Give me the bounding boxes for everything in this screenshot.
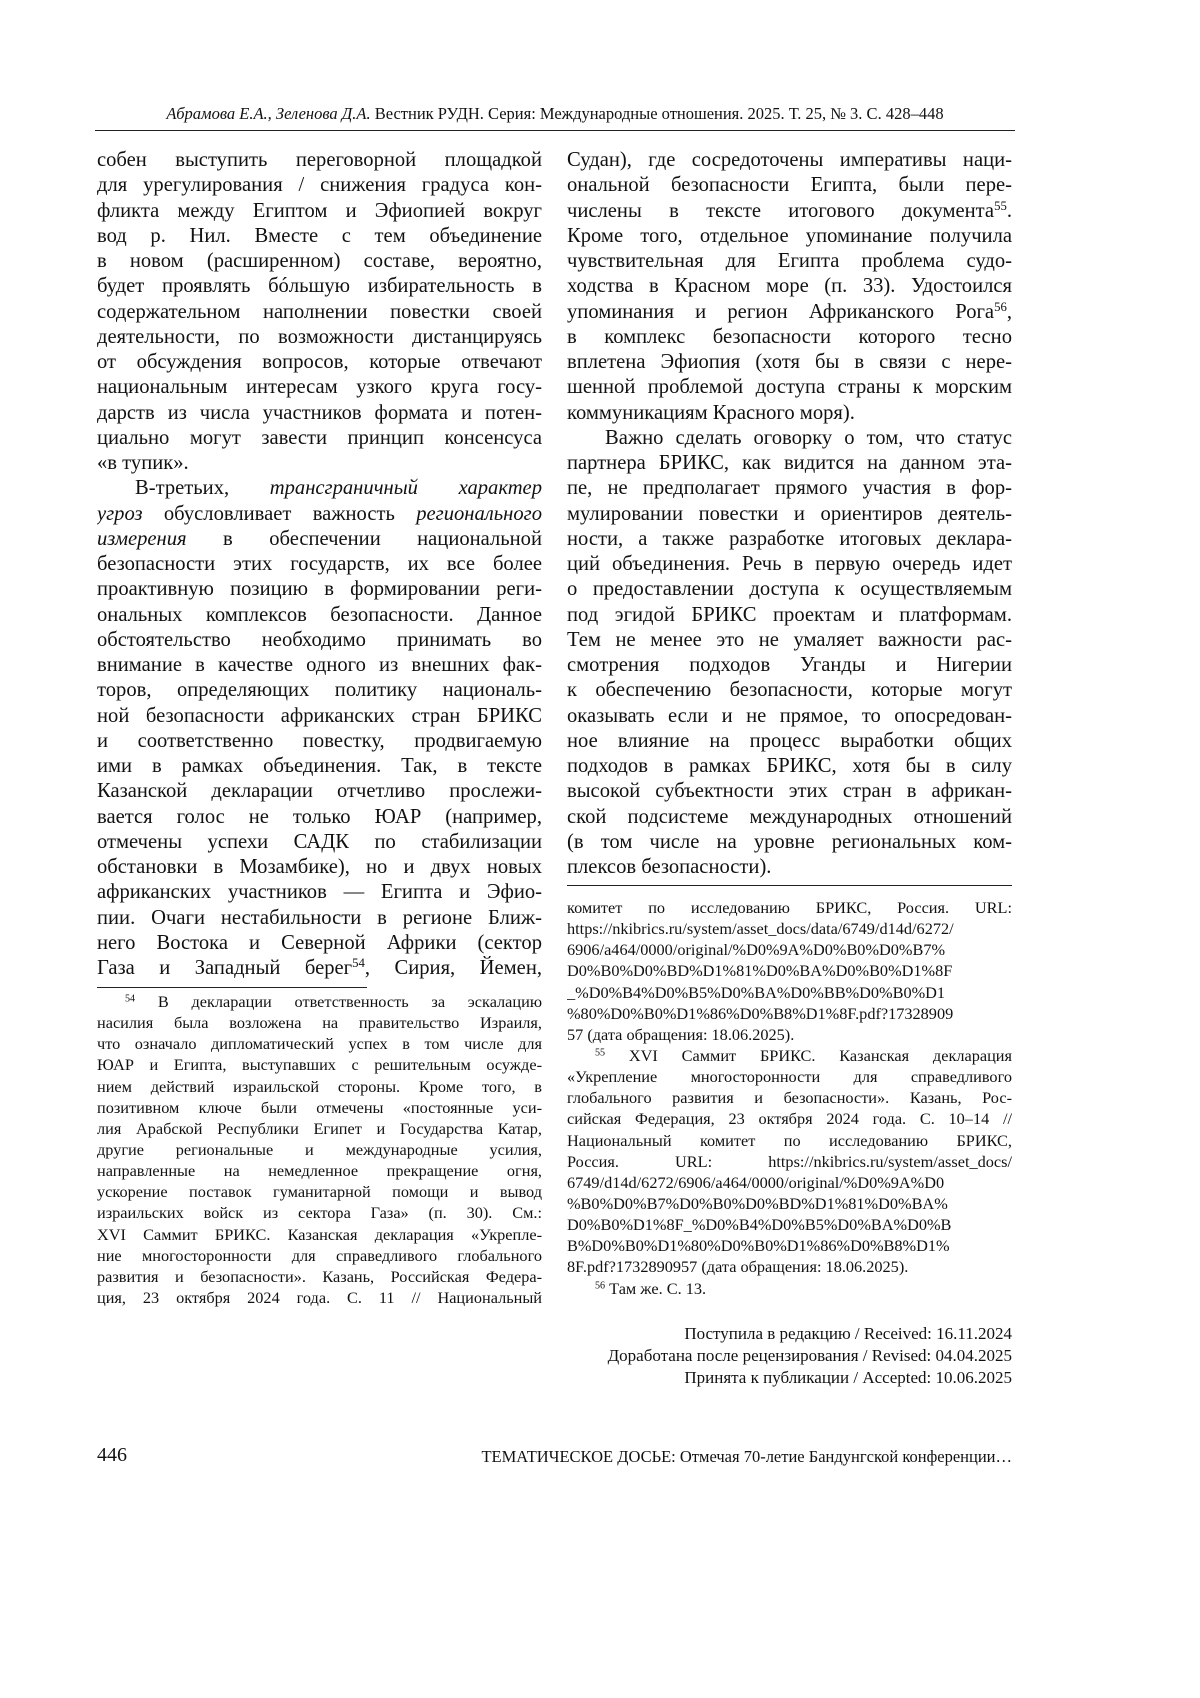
paragraph [97,991,542,1308]
text-line [567,224,1012,249]
text: содержательном наполнении повестки своей [97,301,542,323]
text-line [97,830,542,855]
text-line [567,1151,1012,1172]
text-line [567,1172,1012,1193]
text-line [97,148,542,173]
text: обстоятельство необходимо принимать во [97,629,542,651]
text-line [567,1193,1012,1214]
text-line [97,224,542,249]
text: D0%B0%D1%8F_%D0%B4%D0%B5%D0%BA%D0%B [567,1215,951,1234]
text: плексов безопасности). [567,856,771,878]
text: XVI Саммит БРИКС. Казанская декларация «Укрепле- [97,1225,542,1244]
text: чувствительная для Египта проблема судо- [567,250,1012,272]
text: подходов в рамках БРИКС, хотя бы в силу [567,755,1012,777]
text: развития и безопасности». Казань, Российская Федера- [97,1267,542,1286]
text: , [1007,301,1012,323]
text: . [1007,200,1012,222]
text: направленные на немедленное прекращение огня, [97,1161,542,1180]
text: «Укрепление многосторонности для справедливого [567,1067,1012,1086]
footnote-ref: 54 [352,956,365,970]
text: %80%D0%B0%D1%86%D0%B8%D1%8F.pdf?17328909 [567,1004,953,1023]
text-line [567,729,1012,754]
text-line [97,1097,542,1118]
text-line [567,300,1012,325]
text-line [567,199,1012,224]
text-line [97,991,542,1012]
text-line [567,1066,1012,1087]
text: вплетена Эфиопия (хотя бы в связи с нере- [567,351,1012,373]
text: глобального развития и безопасности». Казань, Рос- [567,1088,1012,1107]
text-line [567,897,1012,918]
text-line [567,939,1012,960]
text: другие региональные и международные усилия, [97,1140,542,1159]
text-line [97,931,542,956]
text: ускорение поставок гуманитарной помощи и вывод [97,1182,542,1201]
text-line [97,173,542,198]
text: _%D0%B4%D0%B5%D0%BA%D0%BB%D0%B0%D1 [567,983,945,1002]
text: Важно сделать оговорку о том, что статус [605,427,1012,449]
text: ональной безопасности Египта, были пере- [567,174,1012,196]
text-line [567,960,1012,981]
text-line [567,375,1012,400]
text-line [97,1012,542,1033]
text-line [567,805,1012,830]
text: обусловливает важность [143,503,417,525]
date-revised: Доработана после рецензирования / Revised: 04.04.2025 [567,1345,1012,1367]
text: Газа и Западный берег [97,957,352,979]
text: партнера БРИКС, как видится на данном эта- [567,452,1012,474]
text-line [97,577,542,602]
text: израильских войск из сектора Газа» (п. 30). См.: [97,1203,542,1222]
text-line [567,426,1012,451]
text: собен выступить переговорной площадкой [97,149,542,171]
text-line [97,401,542,426]
text: нием действий израильской стороны. Кроме того, в [97,1077,542,1096]
text-line [567,552,1012,577]
text-line [567,678,1012,703]
text-line [97,628,542,653]
text: 8F.pdf?1732890957 (дата обращения: 18.06.2025). [567,1257,908,1276]
text: него Востока и Северной Африки (сектор [97,932,542,954]
page-number: 446 [97,1444,127,1467]
text: что означало дипломатический успех в том числе для [97,1034,542,1053]
text: в новом (расширенном) составе, вероятно, [97,250,542,272]
text-line [97,678,542,703]
text: позитивном ключе были отмечены «постоянные уси- [97,1098,542,1117]
text: деятельности, по возможности дистанцируясь [97,326,542,348]
text: Судан), где сосредоточены императивы наци- [567,149,1012,171]
text: D0%B0%D0%BD%D1%81%D0%BA%D0%B0%D1%8F [567,961,952,980]
text-line [97,1266,542,1287]
text: (в том числе на уровне региональных ком- [567,831,1012,853]
text-line [97,274,542,299]
text: лия Арабской Республики Египет и Государства Катар, [97,1119,542,1138]
text: под эгидой БРИКС проектам и платформам. [567,604,1012,626]
footnote-ref: 56 [994,300,1007,314]
text-line [97,1054,542,1075]
text: в обеспечении национальной [187,528,542,550]
text-line [97,1076,542,1097]
footnotes-left [97,991,542,1308]
text: Кроме того, отдельное упоминание получила [567,225,1012,247]
text: ние многосторонности для справедливого глобального [97,1246,542,1265]
text-line [97,451,542,476]
text-line [567,918,1012,939]
text: %B0%D0%B7%D0%B0%D0%BD%D1%81%D0%BA% [567,1194,948,1213]
text: комитет по исследованию БРИКС, Россия. URL: [567,898,1012,917]
text: сийская Федерация, 23 октября 2024 года. С. 10–14 // [567,1109,1012,1128]
paragraph [97,476,542,981]
text-line [567,704,1012,729]
text-line [97,1160,542,1181]
text-line [567,1256,1012,1277]
text-line [97,1033,542,1054]
text: в комплекс безопасности которого тесно [567,326,1012,348]
text-line [567,350,1012,375]
text: коммуникациям Красного моря). [567,402,855,424]
text-line [97,855,542,880]
text-line [97,1181,542,1202]
text: обстановки в Мозамбике), но и двух новых [97,856,542,878]
header-journal: Вестник РУДН. Серия: Международные отношения. 2025. Т. 25, № 3. С. 428–448 [371,104,944,123]
text-line [567,1024,1012,1045]
text: вается голос не только ЮАР (например, [97,806,542,828]
text-line [567,401,1012,426]
running-header [95,104,1015,124]
text-line [97,1287,542,1308]
text: к обеспечению безопасности, которые могут [567,679,1012,701]
text: от обсуждения вопросов, которые отвечают [97,351,542,373]
date-accepted: Принята к публикации / Accepted: 10.06.2025 [567,1367,1012,1389]
text-line [567,274,1012,299]
text-line [567,148,1012,173]
text-line [567,1235,1012,1256]
text-line [97,476,542,501]
text-line [567,982,1012,1003]
text-line [97,906,542,931]
text: пе, не предполагает прямого участия в фор- [567,477,1012,499]
text-line [567,249,1012,274]
section-title: ТЕМАТИЧЕСКОЕ ДОСЬЕ: Отмечая 70-летие Бандунгской конференции… [481,1447,1012,1467]
footnote-ref: 54 [125,993,135,1004]
text-line [567,1214,1012,1235]
text-line [97,1118,542,1139]
header-authors: Абрамова Е.А., Зеленова Д.А. [166,104,370,123]
text: ской подсистеме международных отношений [567,806,1012,828]
text-line [97,1224,542,1245]
text-line [97,880,542,905]
text-line [567,628,1012,653]
date-received: Поступила в редакцию / Received: 16.11.2024 [567,1323,1012,1345]
text-line [567,1108,1012,1129]
text-line [97,199,542,224]
text-line [567,451,1012,476]
text: Тем не менее это не умаляет важности рас- [567,629,1012,651]
text-line [97,704,542,729]
text: отмечены успехи САДК по стабилизации [97,831,542,853]
text: Национальный комитет по исследованию БРИКС, [567,1131,1012,1150]
text: ной безопасности африканских стран БРИКС [97,705,542,727]
text-line [97,426,542,451]
paragraph [567,897,1012,1045]
header-rule [95,130,1015,131]
paragraph [567,1045,1012,1278]
footnote-ref: 55 [994,199,1007,213]
text-line [567,779,1012,804]
footnote-ref: 55 [595,1047,605,1058]
text: фликта между Египтом и Эфиопией вокруг [97,200,542,222]
text: внимание в качестве одного из внешних фак- [97,654,542,676]
text-line [97,300,542,325]
text-line [567,502,1012,527]
right-column [567,148,1012,880]
text-line [97,653,542,678]
text: B%D0%B0%D1%80%D0%B0%D1%86%D0%B8%D1% [567,1236,950,1255]
text-line [97,249,542,274]
text: циально могут завести принцип консенсуса [97,427,542,449]
text-line [97,552,542,577]
text: Россия. URL: https://nkibrics.ru/system/asset_docs/ [567,1152,1012,1171]
text-line [97,729,542,754]
text-line [567,603,1012,628]
text: ности, а также разработке итоговых деклара- [567,528,1012,550]
text: упоминания и регион Африканского Рога [567,301,994,323]
text: Казанской декларации отчетливо прослежи- [97,780,542,802]
text-line [567,1045,1012,1066]
text: 6749/d14d/6272/6906/a464/0000/original/%D0%9A%D0 [567,1173,944,1192]
text-line [97,527,542,552]
text: ЮАР и Египта, выступавших с решительным осужде- [97,1055,542,1074]
text: ция, 23 октября 2024 года. С. 11 // Национальный [97,1288,542,1307]
text-line [567,1087,1012,1108]
text: Там же. С. 13. [605,1279,706,1298]
text: https://nkibrics.ru/system/asset_docs/data/6749/d14d/6272/ [567,919,954,938]
footnote-ref: 56 [595,1280,605,1291]
text-line [567,173,1012,198]
footnote-rule-right [567,885,1012,886]
italic-text: измерения [97,528,187,550]
text: о предоставлении доступа к осуществляемым [567,578,1012,600]
text-line [97,325,542,350]
text-line [567,476,1012,501]
paragraph [567,426,1012,881]
text: безопасности этих государств, их все более [97,553,542,575]
text: 6906/a464/0000/original/%D0%9A%D0%B0%D0%B7% [567,940,945,959]
text-line [567,1130,1012,1151]
left-column [97,148,542,981]
text-line [97,754,542,779]
text-line [567,855,1012,880]
text: ходства в Красном море (п. 33). Удостоился [567,275,1012,297]
text: национальным интересам узкого круга госу- [97,376,542,398]
text: насилия была возложена на правительство Израиля, [97,1013,542,1032]
italic-text: трансграничный характер [270,477,542,499]
text-line [97,1245,542,1266]
text-line [567,1003,1012,1024]
text: смотрения подходов Уганды и Нигерии [567,654,1012,676]
text: и соответственно повестку, продвигаемую [97,730,542,752]
text-line [567,830,1012,855]
text: африканских участников — Египта и Эфио- [97,881,542,903]
text: XVI Саммит БРИКС. Казанская декларация [605,1046,1012,1065]
text-line [97,350,542,375]
footnotes-right [567,897,1012,1299]
text: оказывать если и не прямое, то опосредован- [567,705,1012,727]
text: ональных комплексов безопасности. Данное [97,604,542,626]
italic-text: регионального [416,503,542,525]
text-line [97,1139,542,1160]
text: торов, определяющих политику националь- [97,679,542,701]
text: мулировании повестки и ориентиров деятель- [567,503,1012,525]
text-line [97,779,542,804]
text-line [97,1202,542,1223]
footnote-rule-left [97,987,367,988]
text: , Сирия, Йемен, [365,957,542,979]
article-dates [567,1323,1012,1389]
text: будет проявлять бóльшую избирательность в [97,275,542,297]
paragraph [567,148,1012,426]
italic-text: угроз [97,503,143,525]
text-line [97,956,542,981]
text: ими в рамках объединения. Так, в тексте [97,755,542,777]
paragraph [567,1278,1012,1299]
text: высокой субъектности этих стран в африкан- [567,780,1012,802]
text: числены в тексте итогового документа [567,200,994,222]
text-line [567,325,1012,350]
text-line [567,754,1012,779]
text-line [567,577,1012,602]
text-line [97,603,542,628]
text: В-третьих, [135,477,270,499]
text: ное влияние на процесс выработки общих [567,730,1012,752]
text: «в тупик». [97,452,189,474]
text: вод р. Нил. Вместе с тем объединение [97,225,542,247]
text-line [97,502,542,527]
text: В декларации ответственность за эскалацию [135,992,542,1011]
text: шенной проблемой доступа страны к морским [567,376,1012,398]
text: 57 (дата обращения: 18.06.2025). [567,1025,794,1044]
text-line [567,653,1012,678]
text-line [567,1278,1012,1299]
text-line [567,527,1012,552]
text-line [97,375,542,400]
text: ций объединения. Речь в первую очередь идет [567,553,1012,575]
text: для урегулирования / снижения градуса кон- [97,174,542,196]
paragraph [97,148,542,476]
text: дарств из числа участников формата и потен- [97,402,542,424]
text: проактивную позицию в формировании реги- [97,578,542,600]
text: пии. Очаги нестабильности в регионе Ближ- [97,907,542,929]
text-line [97,805,542,830]
